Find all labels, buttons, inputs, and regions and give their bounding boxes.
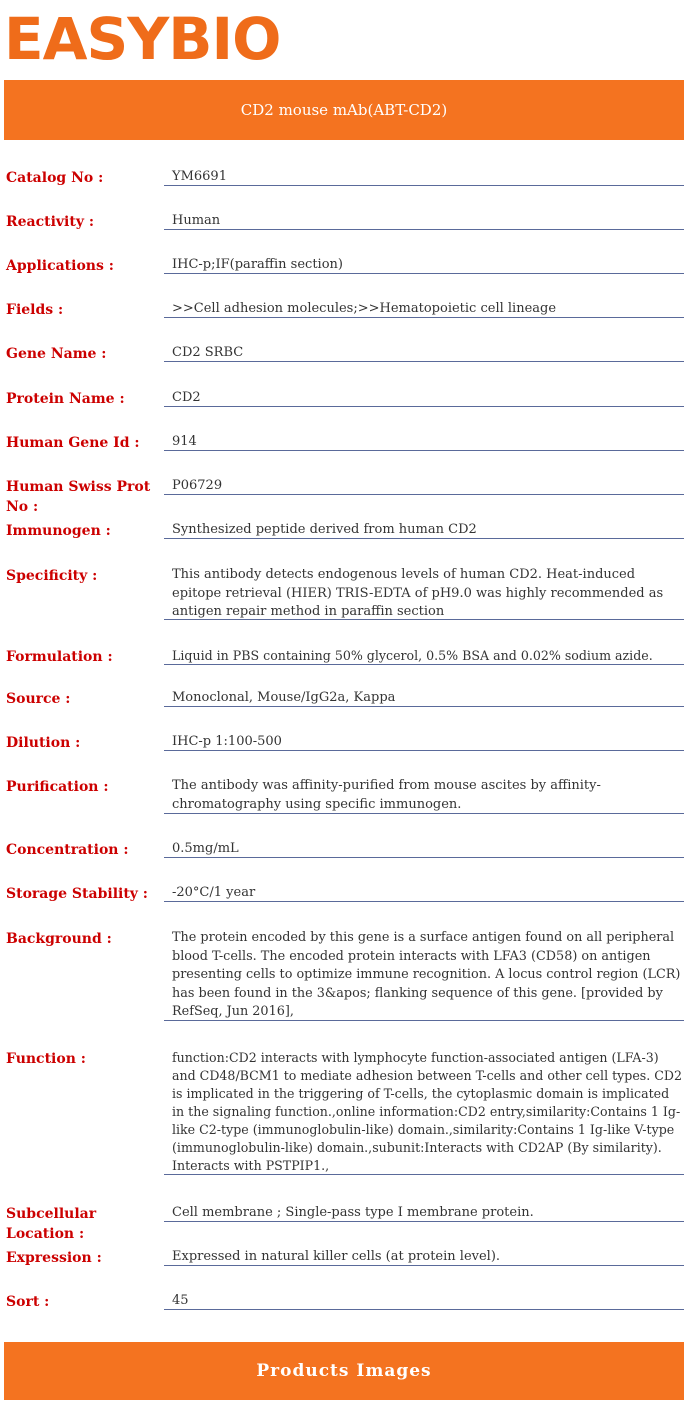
field-label: Expression : <box>6 1250 102 1266</box>
field-value: function:CD2 interacts with lymphocyte function-associated antigen (LFA-3) and CD48/BCM1 to mediate adhesion between T-cells and other cell types. CD2 is implicated in the triggering of T-cells, the cytoplasmic domain is implicated in the signaling function.,online information:CD2 entry,similarity:Contains 1 Ig-like C2-type (immunoglobulin-like) domain.,similarity:Contains 1 Ig-like V-type (immunoglobulin-like) domain.,subunit:Interacts with CD2AP (By similarity). Interacts with PSTPIP1., <box>164 1049 684 1175</box>
field-label: Catalog No : <box>6 170 104 186</box>
field-value: YM6691 <box>164 168 684 186</box>
easybio-logo <box>4 6 304 72</box>
field-value: The antibody was affinity-purified from mouse ascites by affinity-chromatography using specific immunogen. <box>164 777 684 814</box>
field-label: Human Gene Id : <box>6 435 140 451</box>
field-label: Storage Stability : <box>6 886 148 902</box>
logo-text: EASYBIO <box>4 5 281 73</box>
field-value: Monoclonal, Mouse/IgG2a, Kappa <box>164 689 684 707</box>
field-label: Concentration : <box>6 842 129 858</box>
field-label: Protein Name : <box>6 391 125 407</box>
field-value: -20°C/1 year <box>164 884 684 902</box>
field-value: IHC-p 1:100-500 <box>164 733 684 751</box>
field-value: >>Cell adhesion molecules;>>Hematopoietic cell lineage <box>164 300 684 318</box>
field-label: Fields : <box>6 302 64 318</box>
field-value: Liquid in PBS containing 50% glycerol, 0.5% BSA and 0.02% sodium azide. <box>164 647 684 665</box>
products-images-title: Products Images <box>256 1361 432 1381</box>
field-label: Reactivity : <box>6 214 95 230</box>
field-label: Specificity : <box>6 568 98 584</box>
field-value: Synthesized peptide derived from human CD2 <box>164 521 684 539</box>
field-value: IHC-p;IF(paraffin section) <box>164 256 684 274</box>
field-value: Human <box>164 212 684 230</box>
field-label: Background : <box>6 931 112 947</box>
field-label: Subcellular Location : <box>6 1206 97 1242</box>
field-label: Purification : <box>6 779 109 795</box>
field-label: Dilution : <box>6 735 81 751</box>
field-value: CD2 SRBC <box>164 344 684 362</box>
field-label: Gene Name : <box>6 346 107 362</box>
products-images-bar <box>4 1342 684 1400</box>
field-value: This antibody detects endogenous levels of human CD2. Heat-induced epitope retrieval (HIER) TRIS-EDTA of pH9.0 was highly recommended as antigen repair method in paraffin section <box>164 566 684 620</box>
field-value: CD2 <box>164 389 684 407</box>
field-label: Function : <box>6 1051 86 1067</box>
field-value: Cell membrane ; Single-pass type I membrane protein. <box>164 1204 684 1222</box>
field-label: Sort : <box>6 1294 50 1310</box>
field-label: Formulation : <box>6 649 113 665</box>
field-value: P06729 <box>164 477 684 495</box>
field-value: The protein encoded by this gene is a surface antigen found on all peripheral blood T-cells. The encoded protein interacts with LFA3 (CD58) on antigen presenting cells to optimize immune recognition. A locus control region (LCR) has been found in the 3&apos; flanking sequence of this gene. [provided by RefSeq, Jun 2016], <box>164 929 684 1021</box>
field-label: Immunogen : <box>6 523 111 539</box>
product-title-bar <box>4 80 684 140</box>
field-label: Applications : <box>6 258 114 274</box>
field-value: 914 <box>164 433 684 451</box>
field-label: Source : <box>6 691 71 707</box>
product-title: CD2 mouse mAb(ABT-CD2) <box>240 101 448 119</box>
field-value: Expressed in natural killer cells (at protein level). <box>164 1248 684 1266</box>
field-label: Human Swiss Prot No : <box>6 479 151 515</box>
field-value: 0.5mg/mL <box>164 840 684 858</box>
field-value: 45 <box>164 1292 684 1310</box>
